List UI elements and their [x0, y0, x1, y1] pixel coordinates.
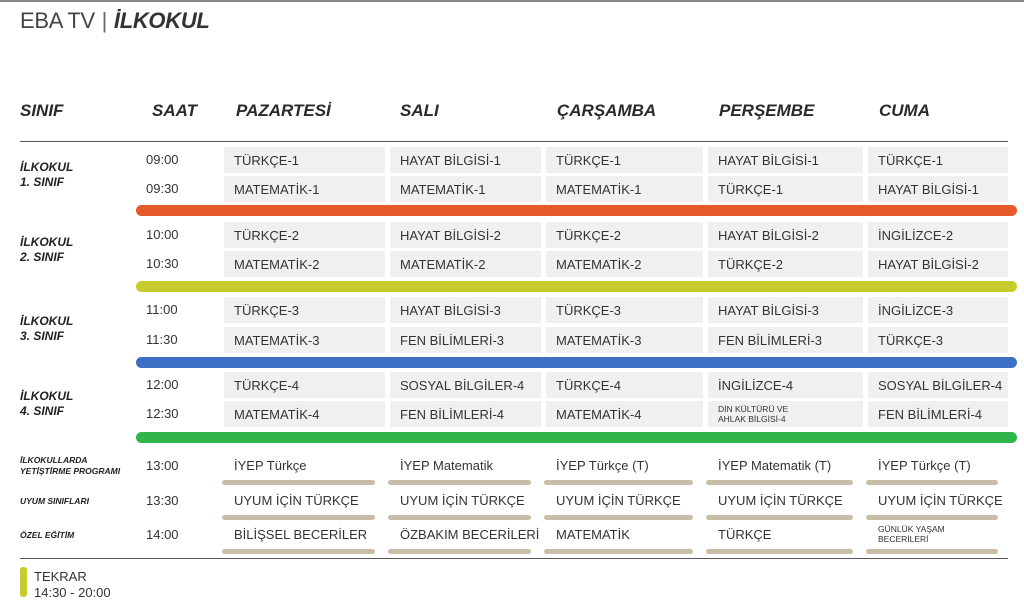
- lesson-text: MATEMATİK-2: [400, 257, 486, 272]
- program-underline: [544, 549, 693, 554]
- legend-label: TEKRAR: [34, 569, 87, 584]
- header-sinif: SINIF: [20, 101, 64, 120]
- lesson-text: TÜRKÇE-4: [556, 378, 622, 393]
- class-label-2-label2: 2. SINIF: [20, 250, 65, 264]
- time-slot: 13:00: [146, 458, 179, 473]
- lesson-text: [718, 404, 788, 424]
- lesson-text: İNGİLİZCE-2: [878, 228, 954, 243]
- program-text: TÜRKÇE: [718, 527, 772, 542]
- lesson-text: HAYAT BİLGİSİ-3: [718, 303, 819, 318]
- time-slot: 10:00: [146, 227, 179, 242]
- program-label-2-label1: UYUM SINIFLARI: [20, 496, 89, 506]
- program-label-1: [20, 455, 120, 477]
- legend-swatch: [20, 567, 27, 597]
- class-label-1-label2: 1. SINIF: [20, 175, 65, 189]
- header-pazartesi: PAZARTESİ: [236, 101, 331, 120]
- program-text: İYEP Türkçe (T): [556, 458, 649, 473]
- program-underline: [222, 480, 375, 485]
- lesson-text: HAYAT BİLGİSİ-2: [718, 228, 819, 243]
- program-text: BİLİŞSEL BECERİLER: [234, 527, 368, 542]
- program-label-2: [20, 496, 89, 507]
- lesson-text: TÜRKÇE-3: [234, 303, 300, 318]
- class-label-4: [20, 389, 73, 419]
- class-label-2: [20, 235, 73, 265]
- time-slot: 11:30: [146, 332, 178, 347]
- program-text: [878, 524, 945, 544]
- program-label-1-label2: YETİŞTİRME PROGRAMI: [20, 466, 121, 476]
- lesson-text: MATEMATİK-4: [234, 407, 320, 422]
- header-divider: [20, 141, 1008, 142]
- lesson-text: MATEMATİK-3: [556, 333, 642, 348]
- lesson-text: HAYAT BİLGİSİ-1: [718, 153, 819, 168]
- time-slot: 12:00: [146, 377, 179, 392]
- lesson-text: FEN BİLİMLERİ-4: [878, 407, 983, 422]
- program-text: UYUM İÇİN TÜRKÇE: [878, 493, 1003, 508]
- title-separator: |: [101, 8, 108, 33]
- time-slot: 11:00: [146, 302, 178, 317]
- program-text: ÖZBAKIM BECERİLERİ: [400, 527, 540, 542]
- program-text-line-1: GÜNLÜK YAŞAM: [878, 524, 945, 534]
- lesson-text: HAYAT BİLGİSİ-1: [400, 153, 501, 168]
- program-text: İYEP Matematik: [400, 458, 493, 473]
- time-slot: 13:30: [146, 493, 179, 508]
- class-label-2-label1: İLKOKUL: [20, 235, 74, 249]
- header-cuma: CUMA: [879, 101, 930, 120]
- lesson-text: MATEMATİK-3: [234, 333, 320, 348]
- lesson-text: İNGİLİZCE-3: [878, 303, 954, 318]
- program-underline: [544, 515, 693, 520]
- lesson-text: HAYAT BİLGİSİ-2: [878, 257, 979, 272]
- lesson-text: TÜRKÇE-1: [556, 153, 622, 168]
- lesson-text: FEN BİLİMLERİ-3: [718, 333, 823, 348]
- program-text: İYEP Türkçe (T): [878, 458, 971, 473]
- lesson-text: MATEMATİK-2: [556, 257, 642, 272]
- program-underline: [706, 515, 853, 520]
- time-slot: 12:30: [146, 406, 179, 421]
- header-sali: SALI: [400, 101, 439, 120]
- program-text: İYEP Matematik (T): [718, 458, 832, 473]
- class-separator-bar: [136, 281, 1017, 292]
- lesson-text: MATEMATİK-2: [234, 257, 320, 272]
- program-underline: [866, 480, 998, 485]
- class-label-4-label1: İLKOKUL: [20, 389, 74, 403]
- lesson-text: TÜRKÇE-4: [234, 378, 300, 393]
- lesson-text: MATEMATİK-1: [234, 182, 320, 197]
- page-title: [20, 8, 210, 34]
- program-text-line-2: BECERİLERİ: [878, 534, 929, 544]
- program-label-3-label1: ÖZEL EĞİTİM: [20, 530, 75, 540]
- program-text: UYUM İÇİN TÜRKÇE: [234, 493, 359, 508]
- lesson-text: MATEMATİK-1: [400, 182, 486, 197]
- header-carsamba: ÇARŞAMBA: [557, 101, 657, 120]
- lesson-text: TÜRKÇE-2: [718, 257, 784, 272]
- class-label-3-label2: 3. SINIF: [20, 329, 65, 343]
- lesson-text: FEN BİLİMLERİ-4: [400, 407, 505, 422]
- time-slot: 10:30: [146, 256, 179, 271]
- program-underline: [388, 515, 531, 520]
- lesson-text-line-2: AHLAK BİLGİSİ-4: [718, 414, 786, 424]
- class-label-4-label2: 4. SINIF: [20, 404, 65, 418]
- program-underline: [706, 480, 853, 485]
- title-sub: İLKOKUL: [113, 8, 210, 33]
- program-text: UYUM İÇİN TÜRKÇE: [400, 493, 525, 508]
- top-border: [0, 0, 1024, 2]
- program-underline: [866, 515, 998, 520]
- header-persembe: PERŞEMBE: [719, 101, 815, 120]
- time-slot: 09:30: [146, 181, 179, 196]
- title-main: EBA TV: [20, 8, 95, 33]
- time-slot: 09:00: [146, 152, 179, 167]
- program-underline: [866, 549, 998, 554]
- program-underline: [222, 549, 375, 554]
- legend-time: 14:30 - 20:00: [34, 585, 111, 600]
- lesson-text: HAYAT BİLGİSİ-2: [400, 228, 501, 243]
- class-separator-bar: [136, 357, 1017, 368]
- program-text: UYUM İÇİN TÜRKÇE: [556, 493, 681, 508]
- class-label-3: [20, 314, 73, 344]
- lesson-text: TÜRKÇE-1: [718, 182, 784, 197]
- program-underline: [388, 549, 531, 554]
- lesson-text: FEN BİLİMLERİ-3: [400, 333, 505, 348]
- lesson-text: TÜRKÇE-3: [878, 333, 944, 348]
- class-separator-bar: [136, 205, 1017, 216]
- program-text: İYEP Türkçe: [234, 458, 307, 473]
- bottom-divider: [20, 558, 1008, 559]
- lesson-text: SOSYAL BİLGİLER-4: [878, 378, 1003, 393]
- lesson-text: TÜRKÇE-2: [556, 228, 622, 243]
- class-separator-bar: [136, 432, 1017, 443]
- class-label-1-label1: İLKOKUL: [20, 160, 74, 174]
- header-saat: SAAT: [152, 101, 198, 120]
- lesson-text: MATEMATİK-4: [556, 407, 642, 422]
- lesson-text: MATEMATİK-1: [556, 182, 642, 197]
- program-label-3: [20, 530, 74, 541]
- lesson-text: TÜRKÇE-3: [556, 303, 622, 318]
- lesson-text: İNGİLİZCE-4: [718, 378, 794, 393]
- program-text: UYUM İÇİN TÜRKÇE: [718, 493, 843, 508]
- time-slot: 14:00: [146, 527, 179, 542]
- lesson-text: HAYAT BİLGİSİ-1: [878, 182, 979, 197]
- program-underline: [388, 480, 531, 485]
- lesson-text-line-1: DİN KÜLTÜRÜ VE: [718, 404, 789, 414]
- class-label-1: [20, 160, 73, 190]
- program-text: MATEMATİK: [556, 527, 630, 542]
- program-underline: [222, 515, 375, 520]
- lesson-text: SOSYAL BİLGİLER-4: [400, 378, 525, 393]
- class-label-3-label1: İLKOKUL: [20, 314, 74, 328]
- lesson-text: TÜRKÇE-2: [234, 228, 300, 243]
- program-underline: [706, 549, 853, 554]
- lesson-text: TÜRKÇE-1: [878, 153, 944, 168]
- lesson-text: HAYAT BİLGİSİ-3: [400, 303, 501, 318]
- lesson-text: TÜRKÇE-1: [234, 153, 300, 168]
- program-underline: [544, 480, 693, 485]
- program-label-1-label1: İLKOKULLARDA: [20, 455, 88, 465]
